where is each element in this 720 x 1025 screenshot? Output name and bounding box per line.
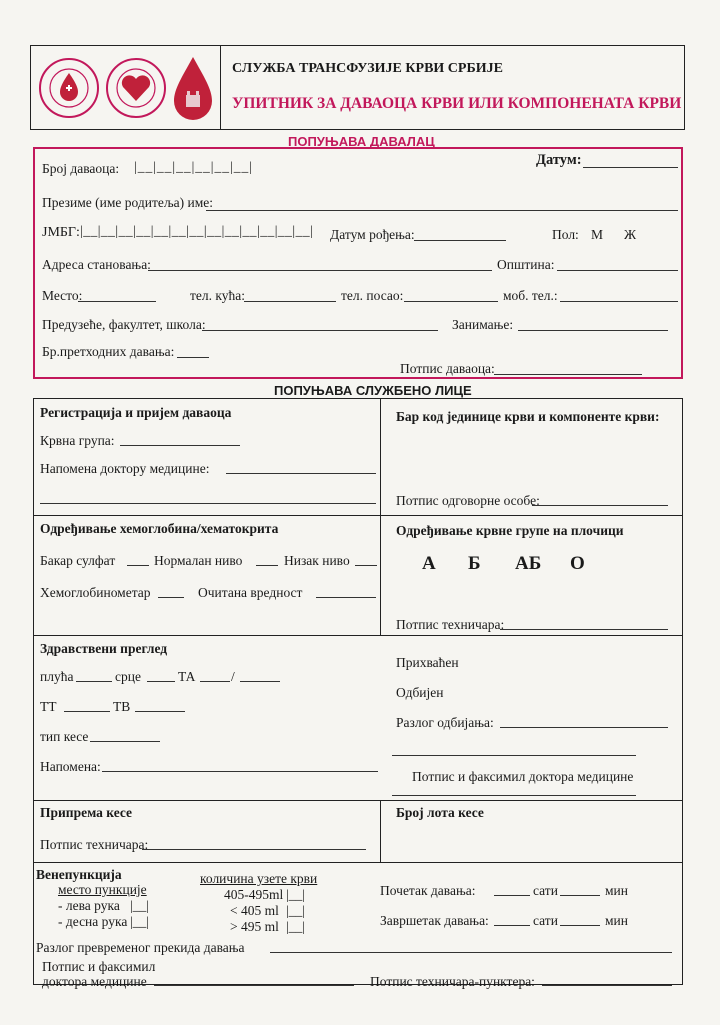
- end-hours-field[interactable]: [494, 925, 530, 926]
- start-min-field[interactable]: [560, 895, 600, 896]
- hemoglobinometer-field[interactable]: [158, 597, 184, 598]
- note-doctor-field-2[interactable]: [40, 503, 376, 504]
- lot-number-title: Број лота кесе: [396, 805, 484, 820]
- puncturer-sign-field[interactable]: [542, 985, 672, 986]
- logo-vojvodina-icon: [105, 57, 167, 119]
- bag-prep-sign-field[interactable]: [142, 849, 366, 850]
- jmbg-label: ЈМБГ:: [42, 225, 80, 240]
- low-level-label: Низак ниво: [284, 553, 350, 568]
- note-label: Напомена:: [40, 759, 101, 774]
- puncture-site-label: место пункције: [58, 882, 147, 897]
- ta-field-2[interactable]: [240, 681, 280, 682]
- venipuncture-title: Венепункција: [36, 867, 122, 882]
- start-hours-unit: сати: [533, 883, 558, 898]
- resp-sign-label: Потпис одговорне особе:: [396, 493, 540, 508]
- occupation-label: Занимање:: [452, 317, 514, 332]
- tech-sign-label: Потпис техничара:: [396, 617, 505, 632]
- doctor-sign-field[interactable]: [392, 795, 636, 796]
- sex-f-option[interactable]: Ж: [624, 227, 637, 242]
- blood-drop-icon: [170, 55, 216, 123]
- amount-under-405: < 405 ml: [230, 903, 279, 918]
- ta-slash: /: [231, 669, 235, 684]
- doctor-sign-label: Потпис и факсимил доктора медицине: [412, 769, 634, 784]
- note-doctor-label: Напомена доктору медицине:: [40, 461, 210, 476]
- doc-sign-field[interactable]: [154, 985, 354, 986]
- resp-sign-field[interactable]: [532, 505, 668, 506]
- lungs-field[interactable]: [76, 681, 112, 682]
- amount-under-405-checkbox[interactable]: |__|: [286, 903, 305, 918]
- blood-amount-label: количина узете крви: [200, 871, 318, 886]
- occupation-field[interactable]: [518, 330, 668, 331]
- doc-sign-label-1: Потпис и факсимил: [42, 959, 156, 974]
- barcode-title: Бар код јединице крви и компоненте крви:: [396, 409, 660, 424]
- date-field[interactable]: [583, 167, 678, 168]
- tt-field[interactable]: [64, 711, 110, 712]
- col-divider-1: [380, 398, 381, 515]
- accepted-option[interactable]: Прихваћен: [396, 655, 459, 670]
- bag-prep-title: Припрема кесе: [40, 805, 133, 820]
- form-page: [30, 45, 685, 1000]
- sex-m-option[interactable]: М: [591, 227, 604, 242]
- reject-reason-label: Разлог одбијања:: [396, 715, 494, 730]
- reject-reason-field-2[interactable]: [392, 755, 636, 756]
- tech-sign-field[interactable]: [500, 629, 668, 630]
- mob-label: моб. тел.:: [503, 288, 558, 303]
- blood-group-plate-title: Одређивање крвне групе на плочици: [396, 523, 624, 538]
- end-hours-unit: сати: [533, 913, 558, 928]
- tel-work-label: тел. посао:: [341, 288, 404, 303]
- end-label: Завршетак давања:: [380, 913, 489, 928]
- left-arm-checkbox[interactable]: |__|: [130, 898, 149, 913]
- sex-label: Пол:: [552, 227, 579, 242]
- org-name: СЛУЖБА ТРАНСФУЗИЈЕ КРВИ СРБИЈЕ: [232, 61, 503, 76]
- row-divider-3: [33, 800, 683, 801]
- lungs-label: плућа: [40, 669, 74, 684]
- col-divider-2: [380, 515, 381, 635]
- row-divider-2: [33, 635, 683, 636]
- amount-over-495-checkbox[interactable]: |__|: [286, 919, 305, 934]
- start-min-unit: мин: [605, 883, 628, 898]
- note-doctor-field[interactable]: [226, 473, 376, 474]
- amount-over-495: > 495 ml: [230, 919, 279, 934]
- date-label: Датум:: [536, 152, 582, 168]
- jmbg-field[interactable]: |__|__|__|__|__|__|__|__|__|__|__|__|__|: [80, 223, 314, 238]
- donor-signature-field[interactable]: [494, 374, 642, 375]
- donor-section-heading: ПОПУЊАВА ДАВАЛАЦ: [288, 134, 435, 149]
- place-label: Место:: [42, 288, 83, 303]
- end-min-unit: мин: [605, 913, 628, 928]
- blood-group-field[interactable]: [120, 445, 240, 446]
- mob-field[interactable]: [560, 301, 678, 302]
- start-hours-field[interactable]: [494, 895, 530, 896]
- start-label: Почетак давања:: [380, 883, 476, 898]
- heart-field[interactable]: [147, 681, 175, 682]
- normal-level-field[interactable]: [256, 565, 278, 566]
- birth-date-field[interactable]: [414, 240, 506, 241]
- address-label: Адреса становања:: [42, 257, 151, 272]
- tel-home-field[interactable]: [244, 301, 336, 302]
- early-stop-label: Разлог превременог прекида давања: [36, 940, 245, 955]
- group-ab[interactable]: АБ: [515, 553, 542, 574]
- ta-label: ТА: [178, 669, 196, 684]
- puncturer-sign-label: Потпис техничара-пунктера:: [370, 974, 535, 989]
- read-value-label: Очитана вредност: [198, 585, 303, 600]
- donor-number-label: Број даваоца:: [42, 161, 120, 176]
- place-field[interactable]: [78, 301, 156, 302]
- tv-label: ТВ: [113, 699, 131, 714]
- hemoglobinometer-label: Хемоглобинометар: [40, 585, 151, 600]
- tt-label: ТТ: [40, 699, 57, 714]
- group-o[interactable]: О: [570, 553, 585, 574]
- municipality-label: Општина:: [497, 257, 555, 272]
- group-a[interactable]: А: [422, 553, 436, 574]
- col-divider-4: [380, 800, 381, 862]
- row-divider-1: [33, 515, 683, 516]
- read-value-field[interactable]: [316, 597, 376, 598]
- tv-field[interactable]: [135, 711, 185, 712]
- heart-label: срце: [115, 669, 141, 684]
- rejected-option[interactable]: Одбијен: [396, 685, 444, 700]
- donor-signature-label: Потпис даваоца:: [400, 361, 495, 376]
- row-divider-4: [33, 862, 683, 863]
- prev-donations-field[interactable]: [177, 357, 209, 358]
- health-check-title: Здравствени преглед: [40, 641, 168, 656]
- prev-donations-label: Бр.претходних давања:: [42, 344, 175, 359]
- company-label: Предузеће, факултет, школа:: [42, 317, 206, 332]
- surname-field[interactable]: [206, 210, 678, 211]
- header-divider: [220, 45, 221, 130]
- municipality-field[interactable]: [557, 270, 678, 271]
- ta-field-1[interactable]: [200, 681, 230, 682]
- registration-title: Регистрација и пријем даваоца: [40, 405, 232, 420]
- normal-level-label: Нормалан ниво: [154, 553, 243, 568]
- bag-type-field[interactable]: [90, 741, 160, 742]
- end-min-field[interactable]: [560, 925, 600, 926]
- donor-number-field[interactable]: |__|__|__|__|__|__|: [134, 159, 253, 174]
- amount-405-495-checkbox[interactable]: |__|: [286, 887, 305, 902]
- right-arm-checkbox[interactable]: |__|: [130, 914, 149, 929]
- logo-belgrade-icon: [38, 57, 100, 119]
- right-arm-option: - десна рука: [58, 914, 128, 929]
- birth-date-label: Датум рођења:: [330, 227, 415, 242]
- tel-work-field[interactable]: [404, 301, 498, 302]
- hemoglobin-title: Одређивање хемоглобина/хематокрита: [40, 521, 279, 536]
- low-level-field[interactable]: [355, 565, 377, 566]
- blood-group-label: Крвна група:: [40, 433, 115, 448]
- reject-reason-field[interactable]: [500, 727, 668, 728]
- bag-type-label: тип кесе: [40, 729, 89, 744]
- amount-405-495: 405-495ml: [224, 887, 284, 902]
- doc-sign-label-2: доктора медицине: [42, 974, 147, 989]
- note-field[interactable]: [102, 771, 378, 772]
- form-title: УПИТНИК ЗА ДАВАОЦА КРВИ ИЛИ КОМПОНЕНАТА КРВИ: [232, 95, 682, 112]
- tel-home-label: тел. кућа:: [190, 288, 245, 303]
- copper-sulfate-label: Бакар сулфат: [40, 553, 116, 568]
- group-b[interactable]: Б: [468, 553, 481, 574]
- copper-sulfate-field[interactable]: [127, 565, 149, 566]
- early-stop-field[interactable]: [270, 952, 672, 953]
- surname-label: Презиме (име родитеља) име:: [42, 195, 214, 210]
- left-arm-option: - лева рука: [58, 898, 120, 913]
- bag-prep-sign-label: Потпис техничара:: [40, 837, 149, 852]
- official-section-heading: ПОПУЊАВА СЛУЖБЕНО ЛИЦЕ: [274, 383, 472, 398]
- company-field[interactable]: [202, 330, 438, 331]
- address-field[interactable]: [148, 270, 492, 271]
